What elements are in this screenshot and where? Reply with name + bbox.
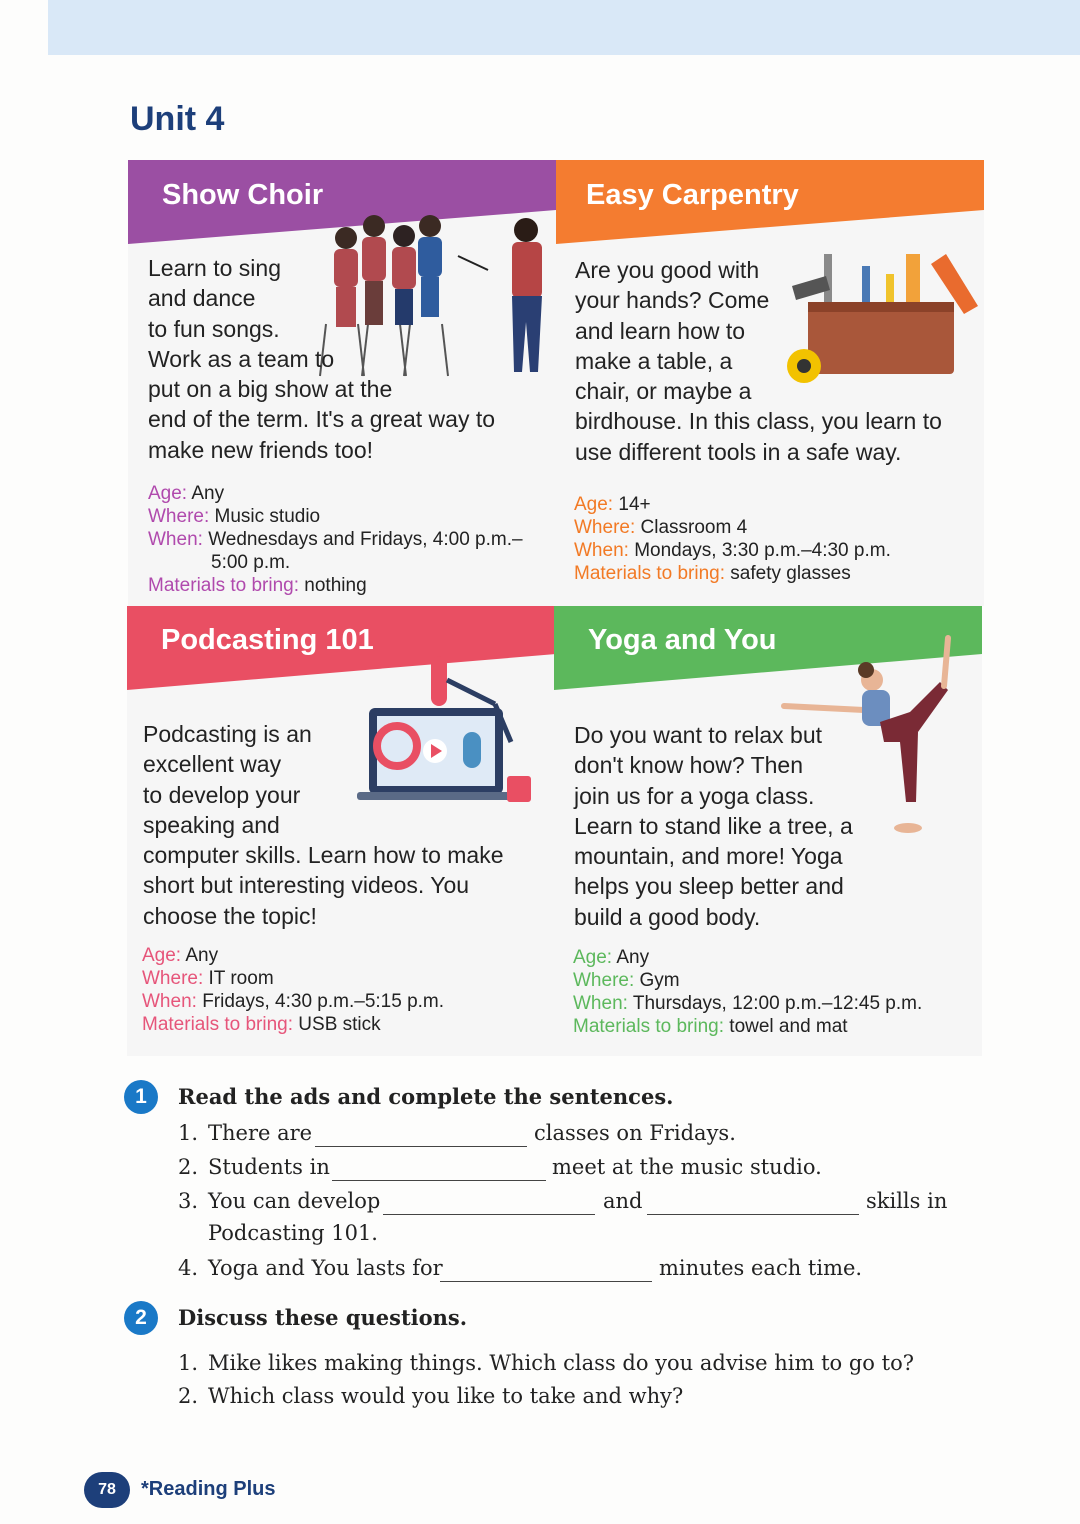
age-value: Any (616, 947, 650, 968)
sentence-text: classes on Fridays. (534, 1121, 736, 1145)
card-info (574, 493, 891, 585)
age-label: Age: (574, 494, 614, 515)
answer-blank[interactable] (315, 1146, 527, 1147)
where-value: Music studio (214, 506, 321, 527)
body-line: chair, or maybe a (575, 378, 752, 405)
body-line: build a good body. (574, 903, 761, 930)
age-label: Age: (142, 945, 182, 966)
exercise-2 (124, 1301, 984, 1421)
sentence-number: 3. (178, 1189, 199, 1213)
answer-blank[interactable] (332, 1180, 546, 1181)
age-value: Any (185, 945, 219, 966)
body-line: computer skills. Learn how to make (143, 842, 504, 869)
materials-value: safety glasses (730, 563, 851, 584)
where-value: Gym (639, 970, 680, 991)
where-label: Where: (142, 968, 204, 989)
easy-carpentry-card (556, 160, 984, 606)
answer-blank[interactable] (440, 1281, 652, 1282)
question-text: Mike likes making things. Which class do you advise him to go to? (208, 1351, 914, 1375)
sentence-number: 1. (178, 1121, 199, 1145)
answer-blank[interactable] (647, 1214, 859, 1215)
materials-label: Materials to bring: (573, 1016, 725, 1037)
card-title: Yoga and You (588, 624, 777, 656)
section-label: *Reading Plus (141, 1478, 276, 1500)
where-value: IT room (208, 968, 274, 989)
body-line: Learn to stand like a tree, a (574, 812, 853, 839)
body-line: Podcasting is an (143, 721, 312, 747)
answer-blank[interactable] (383, 1214, 595, 1215)
materials-value: nothing (304, 575, 367, 596)
sentence-text: and (603, 1189, 643, 1213)
sentence-text: Students in (208, 1155, 330, 1179)
when-value-continued: 5:00 p.m. (211, 552, 291, 573)
body-line: Do you want to relax but (574, 722, 823, 748)
body-line: choose the topic! (143, 902, 317, 929)
sentence-text: There are (208, 1121, 313, 1145)
card-body (575, 255, 942, 467)
materials-value: USB stick (298, 1014, 381, 1035)
sentence-text: minutes each time. (659, 1256, 863, 1280)
exercise-number-badge: 1 (124, 1080, 158, 1114)
header-band (48, 0, 1080, 55)
when-label: When: (142, 991, 197, 1012)
body-line: speaking and (143, 811, 280, 838)
body-line: use different tools in a safe way. (575, 438, 902, 465)
when-label: When: (148, 529, 203, 550)
card-title: Podcasting 101 (161, 624, 374, 656)
where-value: Classroom 4 (640, 517, 748, 538)
body-line: birdhouse. In this class, you learn to (575, 408, 942, 435)
sentence-text: You can develop (208, 1189, 381, 1213)
card-body (148, 253, 495, 465)
sentence-text: Podcasting 101. (208, 1221, 378, 1245)
body-line: your hands? Come (575, 287, 770, 314)
exercise-1 (124, 1080, 984, 1300)
body-line: and learn how to (575, 317, 746, 344)
exercise-number-badge: 2 (124, 1301, 158, 1335)
where-label: Where: (574, 517, 636, 538)
where-label: Where: (573, 970, 635, 991)
when-label: When: (573, 993, 628, 1014)
body-line: to develop your (143, 781, 301, 808)
question-text: Which class would you like to take and why? (208, 1384, 684, 1408)
sentence-text: meet at the music studio. (552, 1155, 822, 1179)
sentence-text: Yoga and You lasts for (208, 1256, 443, 1280)
card-info (573, 946, 922, 1038)
age-label: Age: (573, 947, 613, 968)
body-line: short but interesting videos. You (143, 872, 470, 899)
when-value: Wednesdays and Fridays, 4:00 p.m.– (208, 529, 523, 550)
age-label: Age: (148, 483, 188, 504)
sentence-number: 4. (178, 1256, 199, 1280)
body-line: excellent way (143, 751, 282, 778)
when-value: Fridays, 4:30 p.m.–5:15 p.m. (202, 991, 445, 1012)
question-number: 1. (178, 1351, 199, 1375)
where-label: Where: (148, 506, 210, 527)
materials-value: towel and mat (729, 1016, 848, 1037)
card-body (143, 719, 504, 931)
yoga-card (554, 606, 982, 1056)
when-label: When: (574, 540, 629, 561)
body-line: mountain, and more! Yoga (574, 843, 843, 870)
page-number: 78 (84, 1472, 130, 1508)
sentence-number: 2. (178, 1155, 199, 1179)
body-line: end of the term. It's a great way to (148, 406, 496, 433)
body-line: helps you sleep better and (574, 873, 844, 900)
body-line: put on a big show at the (148, 376, 393, 403)
age-value: Any (191, 483, 225, 504)
sentence-text: skills in (866, 1189, 948, 1213)
age-value: 14+ (618, 494, 651, 515)
question-number: 2. (178, 1384, 199, 1408)
body-line: Work as a team to (148, 345, 335, 372)
unit-title: Unit 4 (130, 100, 225, 138)
show-choir-card (128, 160, 556, 606)
when-value: Mondays, 3:30 p.m.–4:30 p.m. (634, 540, 891, 561)
card-body (574, 720, 853, 932)
materials-label: Materials to bring: (148, 575, 300, 596)
body-line: make new friends too! (148, 436, 374, 463)
card-info (142, 944, 444, 1036)
when-value: Thursdays, 12:00 p.m.–12:45 p.m. (632, 993, 923, 1014)
podcasting-card (127, 606, 556, 1056)
body-line: don't know how? Then (574, 752, 804, 779)
exercise-title: Discuss these questions. (178, 1305, 468, 1330)
body-line: join us for a yoga class. (574, 782, 815, 809)
body-line: make a table, a (575, 347, 733, 374)
body-line: Learn to sing (148, 255, 281, 281)
card-info (148, 482, 523, 597)
card-title: Show Choir (162, 179, 324, 211)
materials-label: Materials to bring: (142, 1014, 294, 1035)
materials-label: Materials to bring: (574, 563, 726, 584)
body-line: and dance (148, 285, 256, 312)
card-title: Easy Carpentry (586, 179, 799, 211)
exercise-title: Read the ads and complete the sentences. (178, 1084, 674, 1109)
body-line: Are you good with (575, 257, 760, 283)
body-line: to fun songs. (148, 315, 280, 342)
